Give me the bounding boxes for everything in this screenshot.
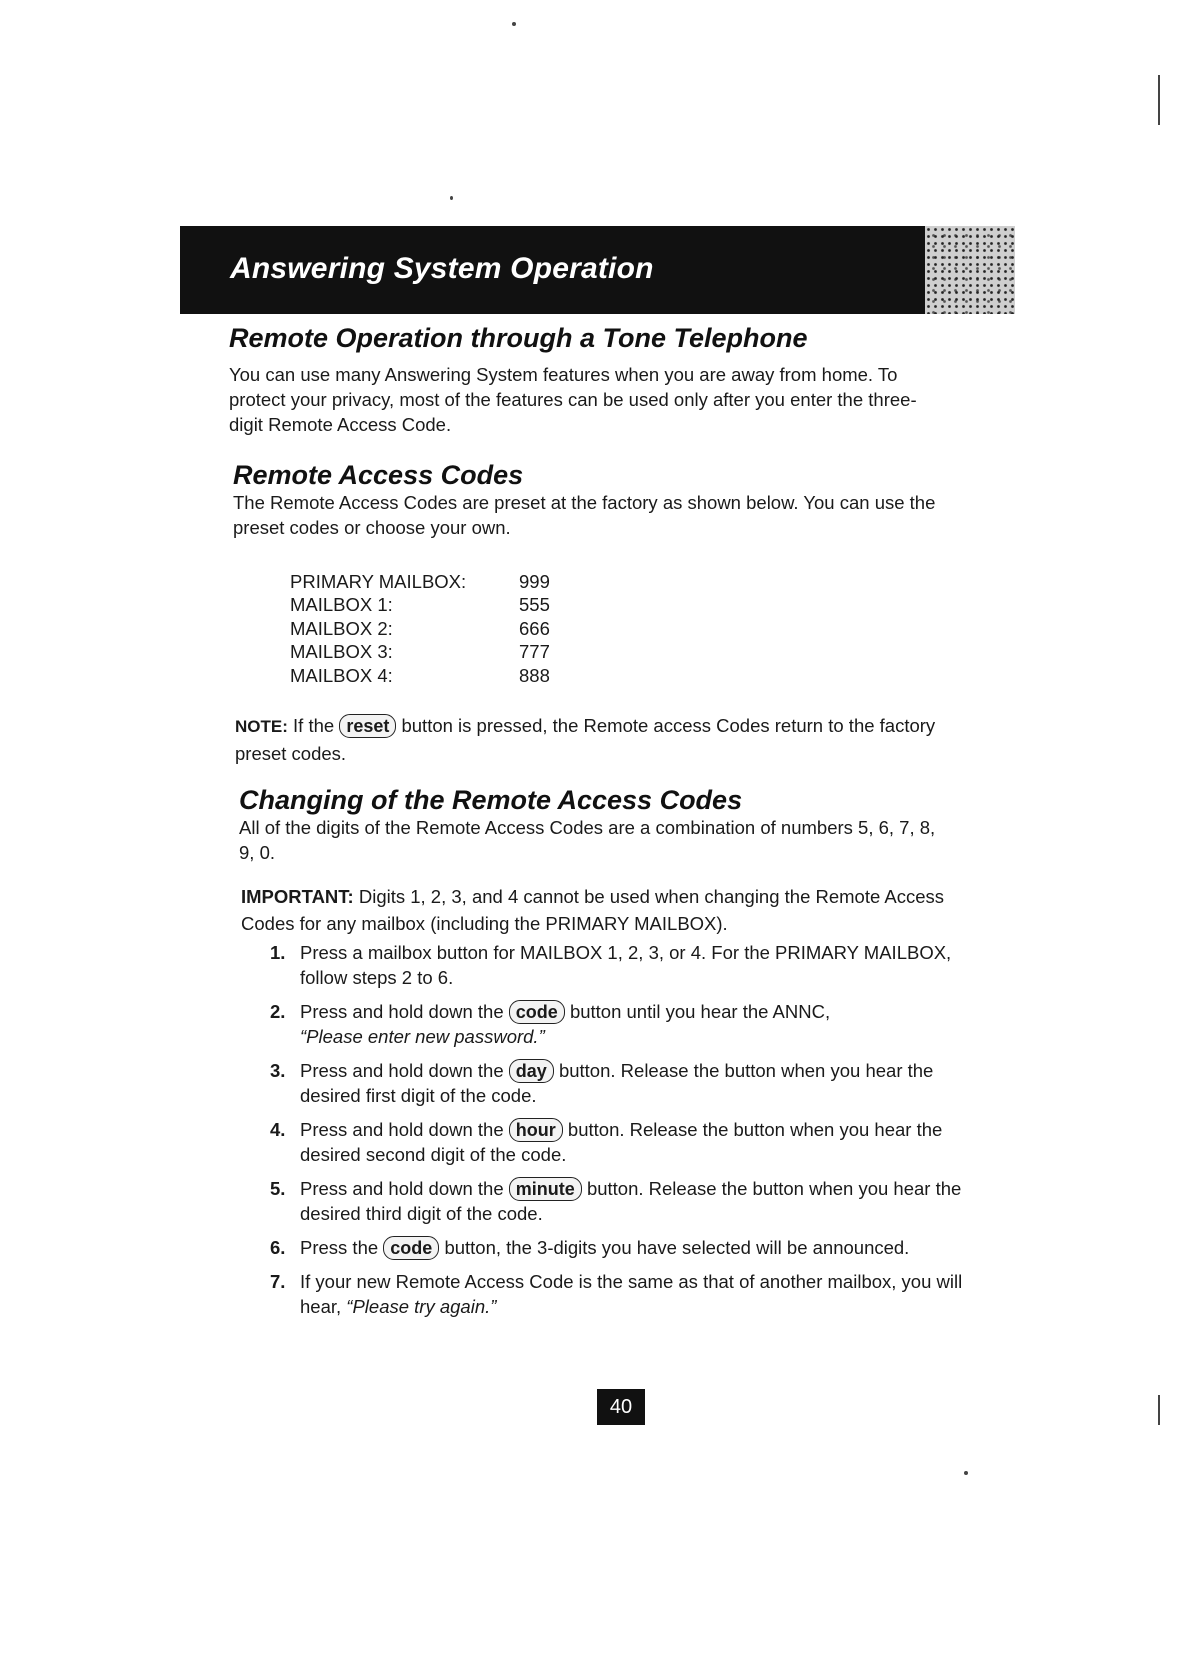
table-row bbox=[290, 617, 550, 641]
mailbox-code: 666 bbox=[519, 617, 550, 639]
step-text-before: Press and hold down the bbox=[300, 1001, 504, 1022]
step-text: Press a mailbox button for MAILBOX 1, 2, 3, or 4. For the PRIMARY MAILBOX, follow steps 2 to 6. bbox=[300, 942, 952, 988]
mailbox-code: 555 bbox=[519, 594, 550, 616]
mailbox-label: MAILBOX 4: bbox=[290, 664, 393, 686]
step-number: 3. bbox=[270, 1060, 286, 1081]
section-heading-changing-codes: Changing of the Remote Access Codes bbox=[239, 785, 743, 815]
table-row bbox=[290, 664, 550, 688]
step-announcement: “Please try again.” bbox=[346, 1296, 497, 1317]
mailbox-label: MAILBOX 3: bbox=[290, 641, 393, 663]
page-number: 40 bbox=[597, 1389, 645, 1425]
note-text-before: If the bbox=[293, 715, 335, 736]
list-item bbox=[270, 1058, 970, 1108]
scan-speck bbox=[1158, 75, 1160, 125]
section-heading-remote-operation: Remote Operation through a Tone Telephone bbox=[229, 323, 808, 353]
step-number: 6. bbox=[270, 1237, 286, 1258]
mailbox-label: MAILBOX 1: bbox=[290, 594, 393, 616]
remote-access-codes-text: The Remote Access Codes are preset at the factory as shown below. You can use the preset codes or choose your own. bbox=[233, 492, 936, 538]
note-text-after: button is pressed, the Remote access Codes return to the factory preset codes. bbox=[235, 715, 936, 764]
note-lead: NOTE: bbox=[235, 717, 288, 736]
header-texture bbox=[925, 226, 1015, 314]
important-lead: IMPORTANT: bbox=[241, 886, 354, 907]
step-text-after: button. Release the button when you hear the desired third digit of the code. bbox=[300, 1178, 962, 1224]
remote-operation-text: You can use many Answering System features when you are away from home. To protect your privacy, most of the features can be used only after you enter the three-digit Remote Access Code. bbox=[229, 364, 917, 435]
code-key-icon: code bbox=[509, 1000, 565, 1024]
note-block bbox=[235, 712, 965, 767]
step-text-before: Press and hold down the bbox=[300, 1178, 504, 1199]
list-item bbox=[270, 1117, 970, 1167]
scan-speck bbox=[450, 196, 453, 200]
list-item bbox=[270, 1269, 970, 1319]
chapter-title: Answering System Operation bbox=[230, 252, 654, 285]
table-row bbox=[290, 570, 550, 594]
steps-list bbox=[270, 940, 970, 1328]
scan-speck bbox=[512, 22, 516, 26]
mailbox-label: MAILBOX 2: bbox=[290, 617, 393, 639]
step-text-after: button, the 3-digits you have selected will be announced. bbox=[444, 1237, 910, 1258]
step-number: 2. bbox=[270, 1001, 286, 1022]
list-item bbox=[270, 940, 970, 990]
changing-codes-text: All of the digits of the Remote Access Codes are a combination of numbers 5, 6, 7, 8, 9, 0. bbox=[239, 817, 936, 863]
table-row bbox=[290, 641, 550, 665]
step-text-after: button until you hear the ANNC, bbox=[569, 1001, 831, 1022]
scan-speck bbox=[1158, 1395, 1160, 1425]
step-number: 1. bbox=[270, 942, 286, 963]
step-text-before: Press the bbox=[300, 1237, 379, 1258]
step-text-before: Press and hold down the bbox=[300, 1119, 504, 1140]
hour-key-icon: hour bbox=[509, 1118, 563, 1142]
step-text-before: If your new Remote Access Code is the same as that of another mailbox, you will hear, bbox=[300, 1271, 963, 1317]
minute-key-icon: minute bbox=[509, 1177, 582, 1201]
step-number: 5. bbox=[270, 1178, 286, 1199]
step-text-after: button. Release the button when you hear the desired first digit of the code. bbox=[300, 1060, 934, 1106]
list-item bbox=[270, 999, 970, 1049]
mailbox-code: 777 bbox=[519, 641, 550, 663]
day-key-icon: day bbox=[509, 1059, 554, 1083]
mailbox-code: 999 bbox=[519, 570, 550, 592]
list-item bbox=[270, 1235, 970, 1260]
step-announcement: “Please enter new password.” bbox=[300, 1026, 545, 1047]
list-item bbox=[270, 1176, 970, 1226]
code-key-icon: code bbox=[383, 1236, 439, 1260]
section-heading-remote-access-codes: Remote Access Codes bbox=[233, 460, 524, 490]
step-number: 7. bbox=[270, 1271, 286, 1292]
preset-codes-table bbox=[290, 570, 550, 688]
important-text: Digits 1, 2, 3, and 4 cannot be used when changing the Remote Access Codes for any mailbox (including the PRIMARY MAILBOX). bbox=[241, 886, 945, 934]
step-text-before: Press and hold down the bbox=[300, 1060, 504, 1081]
step-text-after: button. Release the button when you hear the desired second digit of the code. bbox=[300, 1119, 943, 1165]
important-block bbox=[241, 883, 966, 937]
scan-speck bbox=[964, 1471, 968, 1475]
mailbox-code: 888 bbox=[519, 664, 550, 686]
chapter-header bbox=[180, 226, 1015, 314]
table-row bbox=[290, 594, 550, 618]
step-number: 4. bbox=[270, 1119, 286, 1140]
reset-key-icon: reset bbox=[339, 714, 396, 738]
mailbox-label: PRIMARY MAILBOX: bbox=[290, 570, 467, 592]
